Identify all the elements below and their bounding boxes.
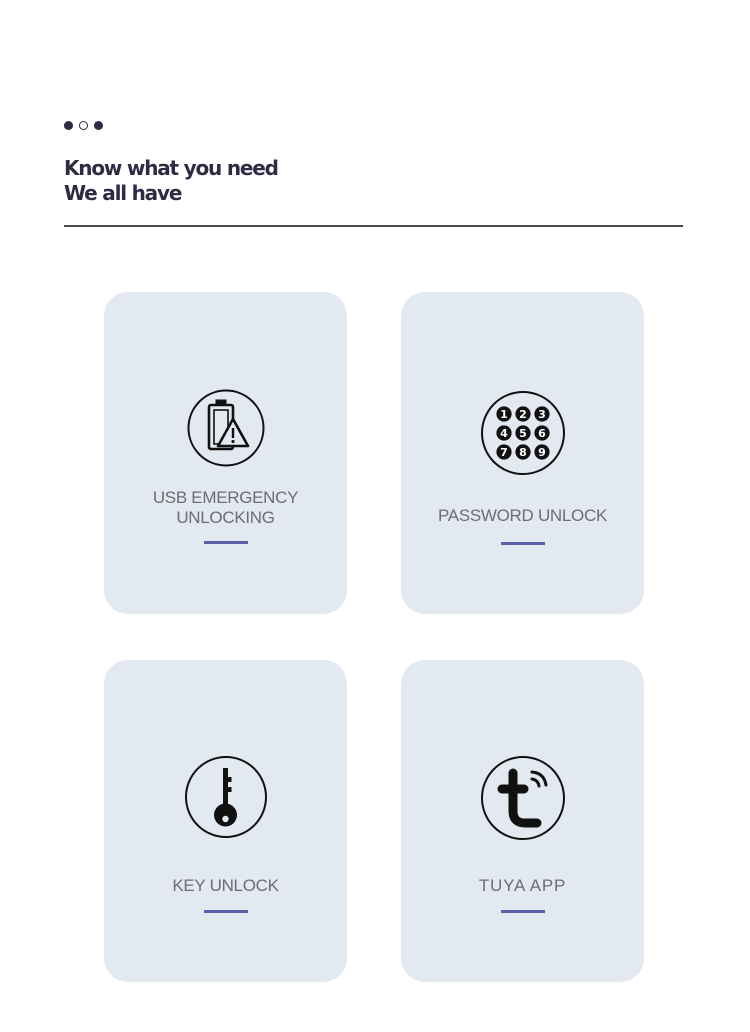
accent-underline xyxy=(204,541,248,544)
dot-filled-icon xyxy=(64,121,73,130)
keypad-digit: 9 xyxy=(537,446,546,459)
label-line-1: TUYA APP xyxy=(478,876,567,895)
accent-underline xyxy=(501,542,545,545)
feature-label xyxy=(401,506,644,526)
battery-warning-icon xyxy=(186,388,266,468)
keypad-digit: 7 xyxy=(499,446,508,459)
feature-card-usb-emergency xyxy=(104,292,347,614)
divider xyxy=(64,225,683,227)
keypad-icon xyxy=(480,390,566,476)
feature-card-key xyxy=(104,660,347,982)
keypad-digit: 8 xyxy=(518,446,527,459)
feature-label xyxy=(401,876,644,896)
page-title xyxy=(64,156,278,206)
keypad-digit: 3 xyxy=(537,408,546,421)
dot-filled-icon xyxy=(94,121,103,130)
accent-underline xyxy=(204,910,248,913)
label-line-1: PASSWORD UNLOCK xyxy=(438,506,607,525)
keypad-digit: 5 xyxy=(518,427,527,440)
feature-label xyxy=(104,876,347,896)
keypad-digit: 4 xyxy=(499,427,508,440)
title-line-2: We all have xyxy=(64,181,182,205)
label-line-2: UNLOCKING xyxy=(176,508,275,527)
dot-hollow-icon xyxy=(79,121,88,130)
keypad-digit: 2 xyxy=(518,408,527,421)
feature-card-tuya-app xyxy=(401,660,644,982)
decorative-dots xyxy=(64,121,103,130)
label-line-1: KEY UNLOCK xyxy=(172,876,279,895)
title-line-1: Know what you need xyxy=(64,156,278,180)
key-icon xyxy=(184,755,268,839)
keypad-digit: 1 xyxy=(499,408,508,421)
accent-underline xyxy=(501,910,545,913)
feature-card-password xyxy=(401,292,644,614)
tuya-logo-icon xyxy=(480,755,566,841)
keypad-digit: 6 xyxy=(537,427,546,440)
label-line-1: USB EMERGENCY xyxy=(152,488,299,507)
feature-label xyxy=(104,488,347,528)
